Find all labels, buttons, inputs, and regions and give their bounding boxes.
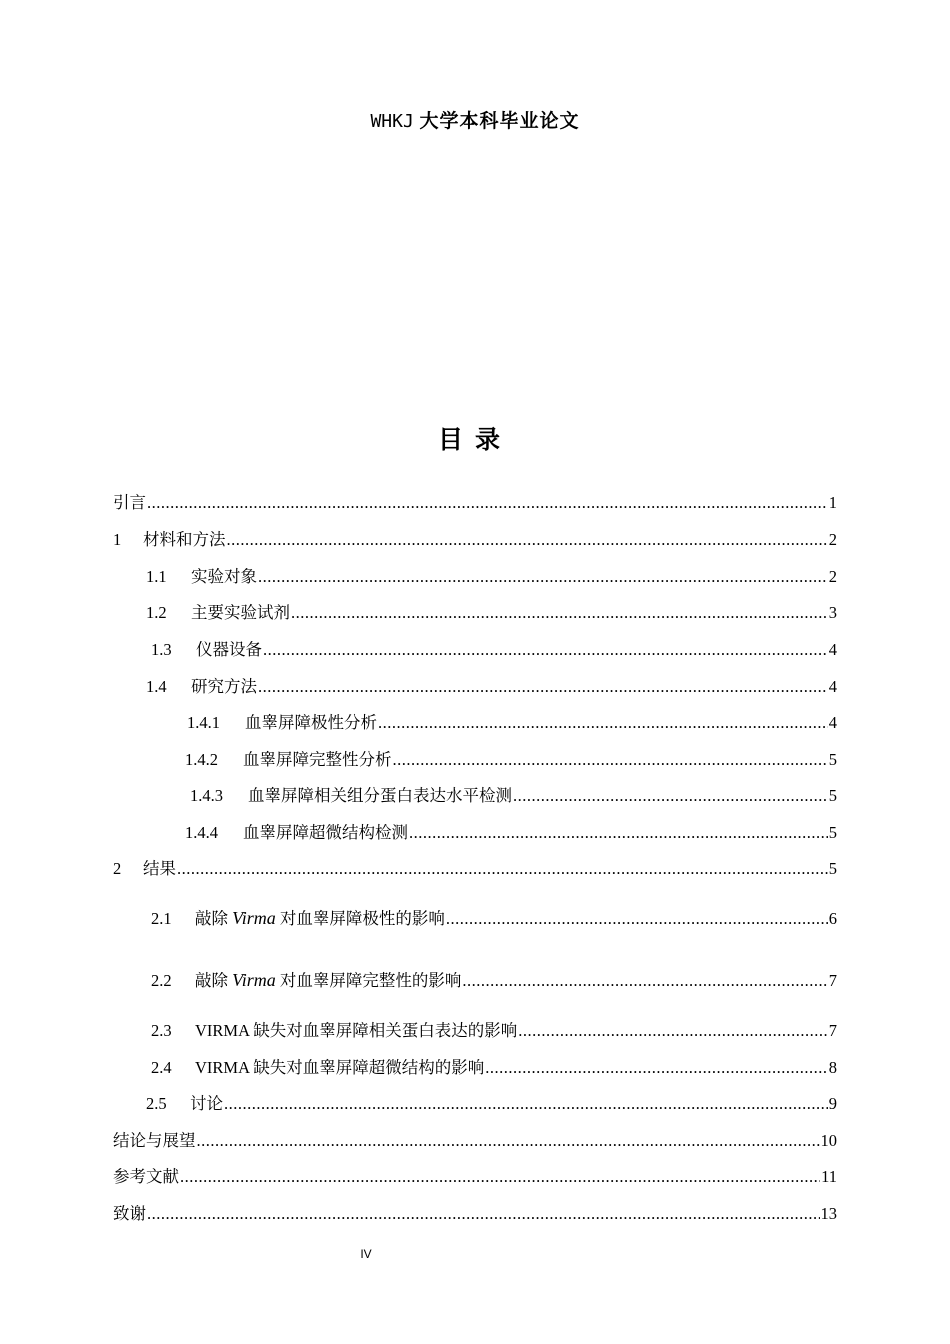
toc-entry-1-4-2[interactable] [113, 749, 837, 771]
toc-dot-leader [224, 1093, 828, 1115]
toc-dot-leader [393, 749, 828, 771]
toc-dot-leader [180, 1166, 820, 1188]
toc-entry-label: 参考文献 [113, 1167, 179, 1186]
toc-entry-label: 研究方法 [191, 677, 257, 696]
toc-dot-leader [485, 1057, 828, 1079]
toc-dot-leader [378, 712, 828, 734]
gene-name: Virma [232, 970, 276, 990]
toc-entry-1-4-1[interactable] [113, 712, 837, 734]
toc-entry-page: 5 [828, 859, 837, 878]
toc-entry-1-2[interactable] [113, 602, 837, 624]
toc-entry-number: 2.3 [151, 1021, 172, 1040]
toc-entry-number: 1.2 [146, 603, 167, 622]
toc-entry-label: 实验对象 [191, 567, 257, 586]
toc-entry-label: 引言 [113, 493, 146, 512]
toc-entry-page: 6 [828, 909, 837, 928]
toc-title: 目录 [437, 425, 512, 454]
toc-entry-label: 血睾屏障极性分析 [245, 713, 377, 732]
toc-entry-page: 4 [828, 640, 837, 659]
toc-dot-leader [291, 602, 828, 624]
toc-entry-number: 1.4 [146, 677, 167, 696]
toc-entry-page: 5 [828, 786, 837, 805]
toc-entry-page: 4 [828, 677, 837, 696]
toc-dot-leader [227, 529, 828, 551]
toc-entry-number: 1.4.2 [185, 750, 218, 769]
toc-entry-label: 血睾屏障相关组分蛋白表达水平检测 [248, 786, 512, 805]
toc-dot-leader [462, 970, 827, 992]
toc-label-suffix: 对血睾屏障完整性的影响 [275, 971, 462, 990]
toc-entry-label [195, 969, 461, 992]
toc-entry-label [195, 907, 445, 930]
toc-entry-number: 2.2 [151, 971, 172, 990]
toc-dot-leader [258, 566, 828, 588]
toc-dot-leader [147, 1203, 820, 1225]
toc-entry-label: 血睾屏障超微结构检测 [243, 823, 408, 842]
toc-entry-1-3[interactable] [113, 639, 837, 661]
toc-entry-page: 7 [828, 971, 837, 990]
toc-entry-conclusion[interactable] [113, 1130, 837, 1152]
toc-entry-page: 10 [820, 1131, 837, 1150]
toc-label-prefix: 敲除 [195, 971, 233, 990]
toc-entry-label: 讨论 [190, 1094, 223, 1113]
toc-dot-leader [409, 822, 828, 844]
toc-entry-page: 4 [828, 713, 837, 732]
toc-dot-leader [258, 676, 828, 698]
toc-entry-label: 血睾屏障完整性分析 [243, 750, 392, 769]
toc-entry-1-1[interactable] [113, 566, 837, 588]
toc-entry-number: 2.1 [151, 909, 172, 928]
toc-entry-number: 1.3 [151, 640, 172, 659]
toc-entry-number: 2 [113, 859, 122, 878]
toc-entry-page: 11 [821, 1167, 837, 1186]
toc-entry-label: 结论与展望 [113, 1131, 196, 1150]
toc-entry-acknowledgements[interactable] [113, 1203, 837, 1225]
toc-entry-page: 5 [828, 750, 837, 769]
toc-entry-number: 2.5 [146, 1094, 167, 1113]
toc-entry-2-5[interactable] [113, 1093, 837, 1115]
toc-entry-label: VIRMA 缺失对血睾屏障超微结构的影响 [195, 1058, 485, 1077]
toc-entry-1-4[interactable] [113, 676, 837, 698]
toc-entry-references[interactable] [113, 1166, 837, 1188]
toc-entry-label: 结果 [143, 859, 176, 878]
toc-entry-2[interactable] [113, 858, 837, 880]
toc-dot-leader [177, 858, 828, 880]
toc-label-suffix: 对血睾屏障极性的影响 [275, 909, 445, 928]
toc-entry-page: 3 [828, 603, 837, 622]
toc-entry-1-4-4[interactable] [113, 822, 837, 844]
toc-dot-leader [197, 1130, 820, 1152]
toc-entry-number: 1.1 [146, 567, 167, 586]
toc-entry-label: 主要实验试剂 [191, 603, 290, 622]
toc-entry-2-4[interactable] [113, 1057, 837, 1079]
toc-dot-leader [518, 1020, 828, 1042]
toc-entry-page: 13 [820, 1204, 837, 1223]
toc-dot-leader [513, 785, 828, 807]
page-number: IV [360, 1247, 372, 1261]
toc-entry-page: 2 [828, 567, 837, 586]
toc-entry-number: 1.4.1 [187, 713, 220, 732]
header-brand: WHKJ [370, 111, 414, 132]
toc-dot-leader [147, 492, 828, 514]
toc-entry-label: 致谢 [113, 1204, 146, 1223]
document-header [0, 106, 950, 133]
toc-entry-1[interactable] [113, 529, 837, 551]
toc-entry-number: 1 [113, 530, 122, 549]
toc-entry-introduction[interactable] [113, 492, 837, 514]
toc-entry-2-1[interactable] [113, 907, 837, 929]
toc-entry-page: 9 [828, 1094, 837, 1113]
gene-name: Virma [232, 908, 276, 928]
toc-entry-label: 仪器设备 [196, 640, 262, 659]
toc-entry-1-4-3[interactable] [113, 785, 837, 807]
toc-entry-page: 1 [828, 493, 837, 512]
toc-entry-page: 5 [828, 823, 837, 842]
toc-entry-label: VIRMA 缺失对血睾屏障相关蛋白表达的影响 [195, 1021, 518, 1040]
toc-entry-number: 1.4.3 [190, 786, 223, 805]
header-school: 大学本科毕业论文 [419, 111, 580, 132]
toc-entry-page: 7 [828, 1021, 837, 1040]
toc-label-prefix: 敲除 [195, 909, 233, 928]
toc-entry-number: 1.4.4 [185, 823, 218, 842]
toc-entry-label: 材料和方法 [143, 530, 226, 549]
toc-dot-leader [263, 639, 828, 661]
toc-dot-leader [446, 908, 828, 930]
toc-entry-number: 2.4 [151, 1058, 172, 1077]
toc-entry-2-2[interactable] [113, 969, 837, 991]
toc-entry-page: 2 [828, 530, 837, 549]
toc-entry-page: 8 [828, 1058, 837, 1077]
toc-entry-2-3[interactable] [113, 1020, 837, 1042]
